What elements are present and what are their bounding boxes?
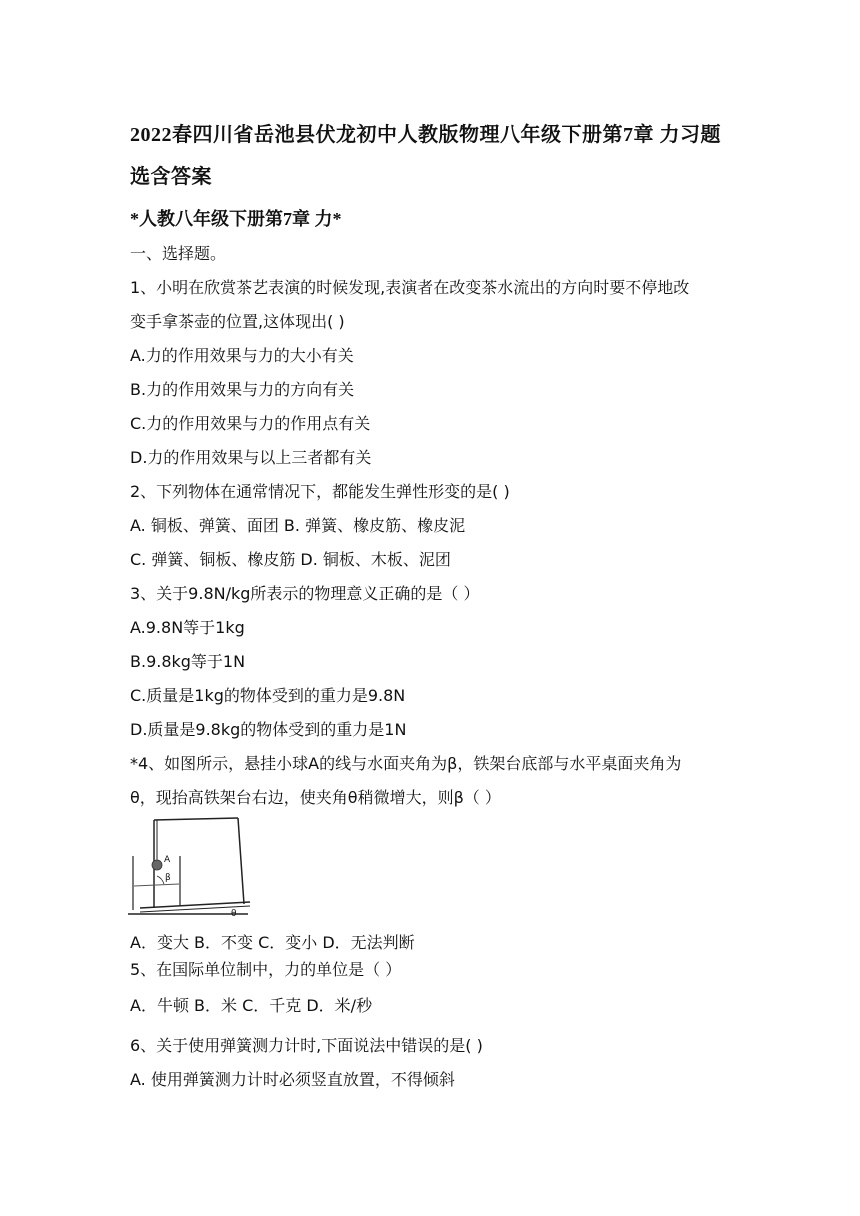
- q1-stem-line1: 1、小明在欣赏茶艺表演的时候发现,表演者在改变茶水流出的方向时要不停地改: [130, 278, 690, 297]
- theta-label: θ: [231, 909, 237, 918]
- section-heading: 一、选择题。: [130, 244, 227, 263]
- beta-label: β: [165, 873, 171, 883]
- water-surface: [134, 884, 179, 886]
- stand-crossbar: [154, 818, 238, 820]
- chapter-subtitle: *人教八年级下册第7章 力*: [130, 209, 342, 229]
- iron-stand-figure: [128, 816, 258, 918]
- beta-arc: [157, 876, 164, 884]
- q3-stem: 3、关于9.8N/kg所表示的物理意义正确的是（ ）: [130, 584, 480, 603]
- ball-label: A: [164, 855, 171, 865]
- q4-stem-line1: *4、如图所示，悬挂小球A的线与水面夹角为β，铁架台底部与水平桌面夹角为: [130, 754, 682, 773]
- q3-option-c: C.质量是1kg的物体受到的重力是9.8N: [130, 686, 406, 705]
- stand-pole-right: [238, 818, 244, 904]
- q2-stem: 2、下列物体在通常情况下，都能发生弹性形变的是( ): [130, 482, 510, 501]
- q5-stem: 5、在国际单位制中，力的单位是（ ）: [130, 960, 402, 979]
- q6-stem: 6、关于使用弹簧测力计时,下面说法中错误的是( ): [130, 1036, 483, 1055]
- q1-stem-line2: 变手拿茶壶的位置,这体现出( ): [130, 312, 345, 331]
- q1-option-b: B.力的作用效果与力的方向有关: [130, 380, 355, 399]
- q4-options: A．变大 B．不变 C．变小 D．无法判断: [130, 933, 415, 952]
- q3-option-b: B.9.8kg等于1N: [130, 652, 246, 671]
- q1-option-c: C.力的作用效果与力的作用点有关: [130, 414, 371, 433]
- q2-options-line2: C. 弹簧、铜板、橡皮筋 D. 铜板、木板、泥团: [130, 550, 451, 569]
- document-title-line2: 选含答案: [130, 166, 212, 188]
- q1-option-a: A.力的作用效果与力的大小有关: [130, 346, 354, 365]
- q3-option-a: A.9.8N等于1kg: [130, 618, 245, 637]
- q3-option-d: D.质量是9.8kg的物体受到的重力是1N: [130, 720, 407, 739]
- q2-options-line1: A. 铜板、弹簧、面团 B. 弹簧、橡皮筋、橡皮泥: [130, 516, 466, 535]
- q1-option-d: D.力的作用效果与以上三者都有关: [130, 448, 372, 467]
- ball-a: [152, 860, 162, 870]
- q5-options: A．牛顿 B．米 C．千克 D．米/秒: [130, 996, 373, 1015]
- document-title-line1: 2022春四川省岳池县伏龙初中人教版物理八年级下册第7章 力习题: [130, 124, 721, 146]
- q6-option-a: A. 使用弹簧测力计时必须竖直放置，不得倾斜: [130, 1070, 455, 1089]
- q4-stem-line2: θ，现抬高铁架台右边，使夹角θ稍微增大，则β（ ）: [130, 788, 501, 807]
